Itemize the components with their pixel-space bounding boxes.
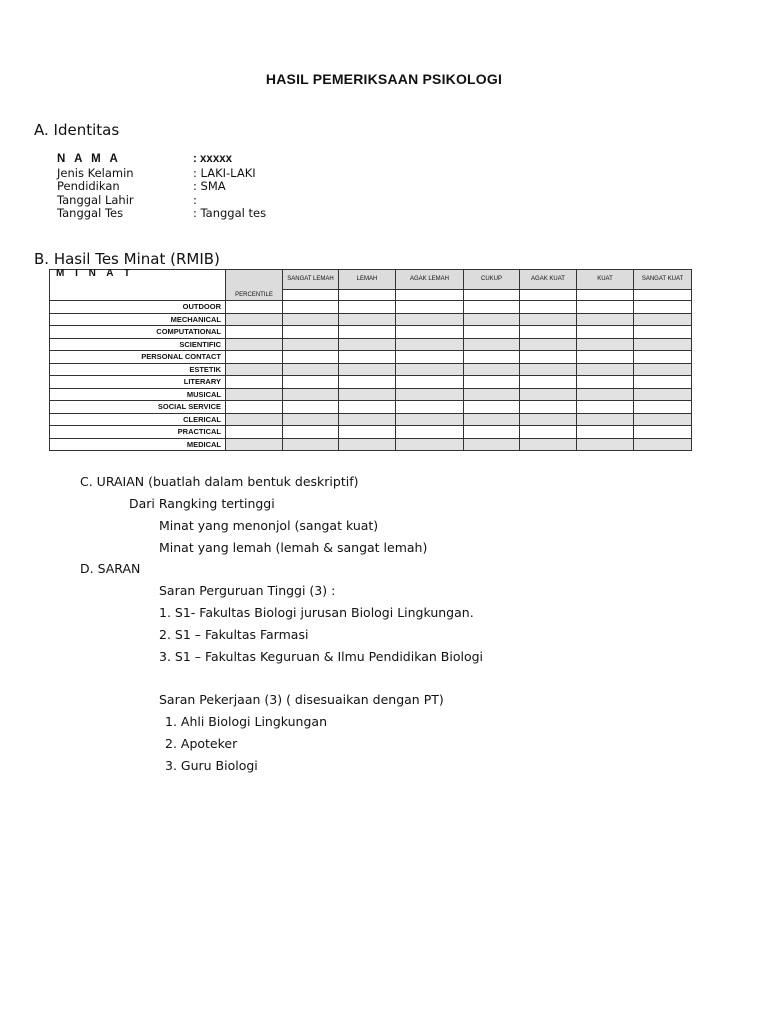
table-cell: [283, 326, 339, 339]
table-cell: [339, 301, 396, 314]
table-row: [50, 338, 692, 351]
table-cell: [396, 376, 464, 389]
table-cell: [577, 413, 634, 426]
column-header-lemah: LEMAH: [339, 270, 396, 290]
table-cell: [464, 401, 520, 414]
table-cell: [577, 301, 634, 314]
table-cell: [634, 338, 692, 351]
table-cell: [520, 301, 577, 314]
table-cell: [634, 290, 692, 301]
row-label: OUTDOOR: [50, 301, 226, 314]
table-cell: [396, 413, 464, 426]
saran-job-item: 1. Ahli Biologi Lingkungan: [165, 714, 327, 729]
table-cell: [464, 301, 520, 314]
table-cell: [339, 376, 396, 389]
table-cell: [226, 426, 283, 439]
uraian-line: Dari Rangking tertinggi: [129, 496, 275, 511]
saran-job-item: 3. Guru Biologi: [165, 758, 258, 773]
identity-label: Pendidikan: [57, 179, 120, 194]
table-cell: [226, 438, 283, 451]
table-row: [50, 401, 692, 414]
table-cell: [226, 388, 283, 401]
section-b-heading: B. Hasil Tes Minat (RMIB): [34, 250, 220, 268]
table-cell: [396, 426, 464, 439]
column-header-agak-lemah: AGAK LEMAH: [396, 270, 464, 290]
row-label: COMPUTATIONAL: [50, 326, 226, 339]
column-header-kuat: KUAT: [577, 270, 634, 290]
table-cell: [520, 363, 577, 376]
uraian-line: Minat yang menonjol (sangat kuat): [159, 518, 379, 533]
row-label: SCIENTIFIC: [50, 338, 226, 351]
table-cell: [226, 301, 283, 314]
table-cell: [339, 388, 396, 401]
row-label: ESTETIK: [50, 363, 226, 376]
table-cell: [634, 401, 692, 414]
table-cell: [283, 388, 339, 401]
table-cell: [520, 401, 577, 414]
table-cell: [226, 363, 283, 376]
table-cell: [634, 438, 692, 451]
table-row: [50, 438, 692, 451]
table-cell: [283, 363, 339, 376]
table-row: [50, 363, 692, 376]
row-label: LITERARY: [50, 376, 226, 389]
table-body: [50, 301, 692, 451]
table-cell: [634, 313, 692, 326]
table-cell: [396, 338, 464, 351]
table-cell: [226, 413, 283, 426]
table-cell: [283, 301, 339, 314]
table-cell: [339, 338, 396, 351]
rmib-table: [49, 269, 692, 451]
column-header-cukup: CUKUP: [464, 270, 520, 290]
table-cell: [634, 326, 692, 339]
identity-value: : SMA: [193, 179, 226, 194]
identity-value: : Tanggal tes: [193, 206, 267, 221]
identity-value: : xxxxx: [193, 153, 233, 165]
table-cell: [226, 376, 283, 389]
table-cell: [577, 401, 634, 414]
table-cell: [396, 313, 464, 326]
table-cell: [339, 426, 396, 439]
table-cell: [396, 351, 464, 364]
table-cell: [520, 313, 577, 326]
table-cell: [520, 338, 577, 351]
table-cell: [634, 388, 692, 401]
uraian-line: Minat yang lemah (lemah & sangat lemah): [159, 540, 428, 555]
table-cell: [577, 376, 634, 389]
table-cell: [283, 313, 339, 326]
table-cell: [283, 338, 339, 351]
table-cell: [520, 326, 577, 339]
row-label: CLERICAL: [50, 413, 226, 426]
table-row: [50, 426, 692, 439]
table-row: [50, 376, 692, 389]
table-row: [50, 388, 692, 401]
table-cell: [396, 388, 464, 401]
table-cell: [464, 290, 520, 301]
table-cell: [520, 376, 577, 389]
table-cell: [226, 351, 283, 364]
table-cell: [520, 426, 577, 439]
table-cell: [464, 313, 520, 326]
table-cell: [520, 413, 577, 426]
row-label: PERSONAL CONTACT: [50, 351, 226, 364]
table-cell: [577, 363, 634, 376]
table-cell: [396, 401, 464, 414]
table-cell: [577, 313, 634, 326]
row-label: SOCIAL SERVICE: [50, 401, 226, 414]
table-cell: [464, 388, 520, 401]
table-cell: [464, 426, 520, 439]
identity-value: : LAKI-LAKI: [193, 165, 256, 180]
row-label: MECHANICAL: [50, 313, 226, 326]
column-header-sangat-kuat: SANGAT KUAT: [634, 270, 692, 290]
table-cell: [226, 338, 283, 351]
table-cell: [577, 351, 634, 364]
table-cell: [577, 290, 634, 301]
table-cell: [634, 351, 692, 364]
table-cell: [464, 326, 520, 339]
table-corner-header: M I N A T: [50, 270, 226, 301]
table-cell: [520, 388, 577, 401]
table-row: [50, 351, 692, 364]
table-cell: [283, 401, 339, 414]
table-cell: [520, 351, 577, 364]
table-cell: [226, 326, 283, 339]
table-cell: [464, 413, 520, 426]
table-cell: [577, 338, 634, 351]
section-a-heading: A. Identitas: [34, 121, 120, 139]
row-label: PRACTICAL: [50, 426, 226, 439]
table-cell: [520, 290, 577, 301]
table-cell: [577, 438, 634, 451]
table-row: [50, 326, 692, 339]
saran-job-title: Saran Pekerjaan (3) ( disesuaikan dengan PT): [159, 692, 444, 707]
table-cell: [339, 438, 396, 451]
row-label: MEDICAL: [50, 438, 226, 451]
table-cell: [339, 290, 396, 301]
table-cell: [464, 438, 520, 451]
column-header-agak-kuat: AGAK KUAT: [520, 270, 577, 290]
saran-pt-item: 1. S1- Fakultas Biologi jurusan Biologi Lingkungan.: [159, 605, 474, 620]
row-label: MUSICAL: [50, 388, 226, 401]
page-title: HASIL PEMERIKSAAN PSIKOLOGI: [265, 71, 503, 87]
table-cell: [226, 313, 283, 326]
table-cell: [339, 413, 396, 426]
table-cell: [396, 301, 464, 314]
table-cell: [520, 438, 577, 451]
identity-label: N A M A: [57, 153, 121, 165]
saran-pt-item: 3. S1 – Fakultas Keguruan & Ilmu Pendidikan Biologi: [159, 649, 483, 664]
table-row: [50, 313, 692, 326]
table-cell: [283, 413, 339, 426]
table-cell: [464, 338, 520, 351]
table-cell: [339, 363, 396, 376]
table-cell: [396, 290, 464, 301]
table-header-row: [50, 270, 692, 290]
identity-label: Tanggal Lahir: [57, 192, 134, 207]
table-cell: [577, 426, 634, 439]
saran-pt-title: Saran Perguruan Tinggi (3) :: [159, 583, 336, 598]
column-header-sangat-lemah: SANGAT LEMAH: [283, 270, 339, 290]
table-cell: [339, 313, 396, 326]
column-header-percentile: PERCENTILE: [226, 270, 283, 301]
table-cell: [464, 351, 520, 364]
table-cell: [577, 326, 634, 339]
section-d-heading: D. SARAN: [80, 561, 141, 576]
table-cell: [396, 438, 464, 451]
identity-value: :: [193, 192, 197, 207]
identity-label: Tanggal Tes: [57, 206, 124, 221]
saran-pt-item: 2. S1 – Fakultas Farmasi: [159, 627, 309, 642]
table-cell: [634, 301, 692, 314]
table-cell: [464, 363, 520, 376]
table-cell: [634, 426, 692, 439]
table-cell: [634, 363, 692, 376]
table-cell: [283, 290, 339, 301]
table-cell: [339, 401, 396, 414]
table-cell: [283, 376, 339, 389]
table-row: [50, 301, 692, 314]
table-cell: [396, 326, 464, 339]
table-cell: [634, 376, 692, 389]
table-cell: [396, 363, 464, 376]
saran-job-item: 2. Apoteker: [165, 736, 238, 751]
table-cell: [283, 438, 339, 451]
identity-label: Jenis Kelamin: [57, 165, 134, 180]
table-cell: [283, 426, 339, 439]
table-cell: [226, 401, 283, 414]
table-cell: [634, 413, 692, 426]
table-row: [50, 413, 692, 426]
section-c-heading: C. URAIAN (buatlah dalam bentuk deskriptif): [80, 474, 359, 489]
table-cell: [283, 351, 339, 364]
table-cell: [339, 351, 396, 364]
table-cell: [464, 376, 520, 389]
table-cell: [339, 326, 396, 339]
table-cell: [577, 388, 634, 401]
